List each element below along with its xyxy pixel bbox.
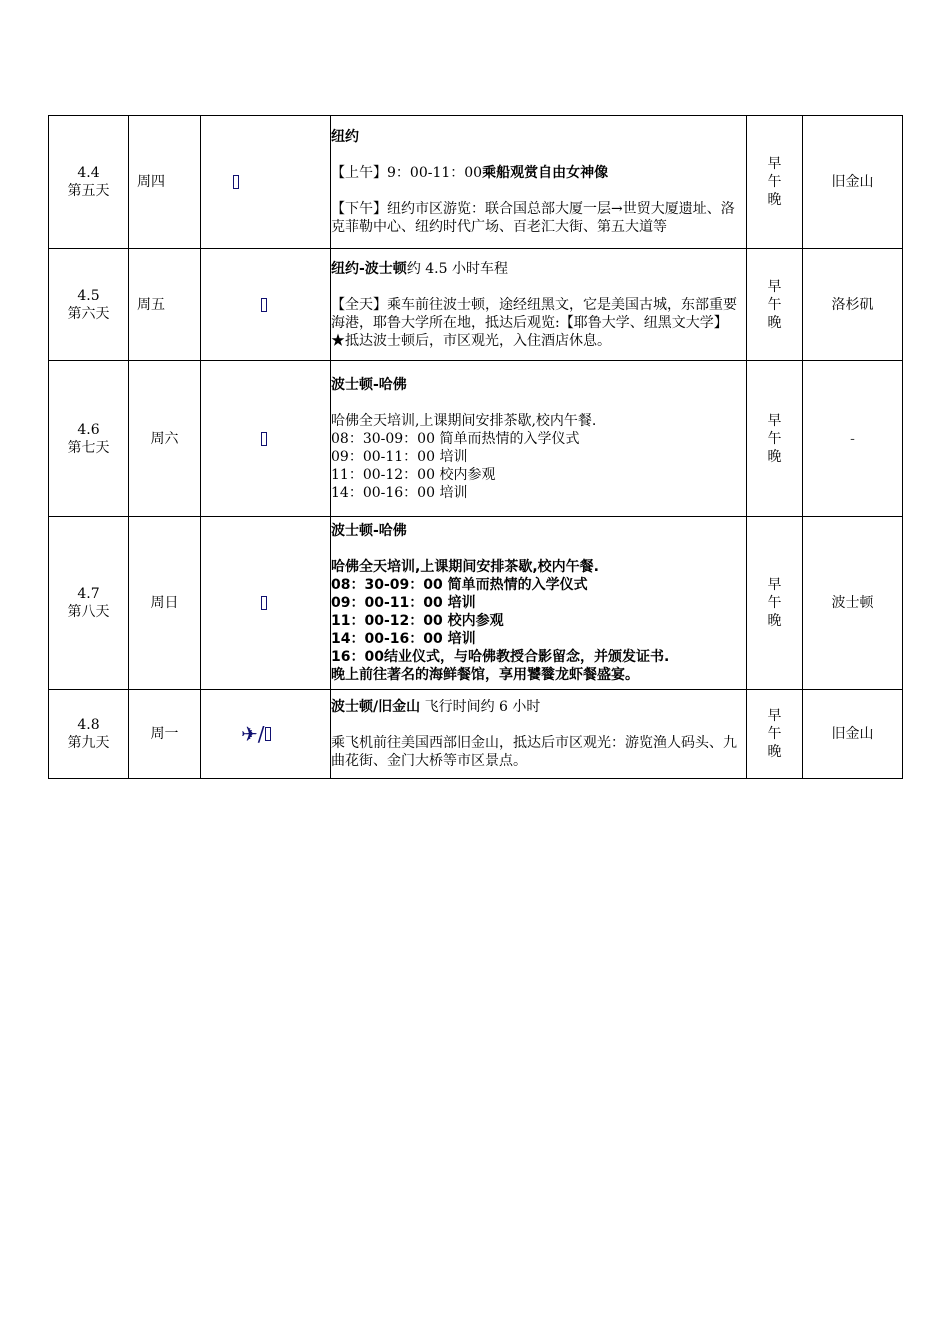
date: 4.8 (77, 717, 100, 733)
date-cell (49, 249, 129, 361)
schedule-item: 09：00-11：00 培训 (331, 448, 468, 465)
hotel-cell: - (803, 361, 903, 517)
day-number: 第六天 (67, 305, 110, 322)
transport-cell (201, 116, 331, 249)
route-title-line: 波士顿/旧金山 飞行时间约 6 小时 (331, 699, 541, 715)
itinerary-content (331, 249, 747, 361)
meal-breakfast: 早 (767, 412, 782, 429)
weekday-cell: 周四 (129, 116, 201, 249)
day-number: 第七天 (67, 439, 110, 456)
schedule-item: 14：00-16：00 培训 (331, 484, 468, 501)
dinner-note: 晚上前往著名的海鲜餐馆，享用饕餮龙虾餐盛宴。 (331, 667, 639, 683)
meal-lunch: 午 (767, 174, 782, 190)
meals-cell (747, 249, 803, 361)
weekday-cell: 周五 (129, 249, 201, 361)
date: 4.4 (77, 165, 100, 181)
date: 4.5 (77, 287, 100, 304)
route-title: 波士顿-哈佛 (331, 523, 407, 539)
flight-activity: 乘飞机前往美国西部旧金山，抵达后市区观光：游览渔人码头、九曲花街、金门大桥等市区景点。 (331, 735, 737, 769)
table-row (49, 690, 903, 779)
date-cell (49, 517, 129, 690)
meals-cell (747, 116, 803, 249)
meal-dinner: 晚 (767, 613, 782, 629)
itinerary-content (331, 116, 747, 249)
table-row (49, 116, 903, 249)
meal-breakfast: 早 (767, 708, 782, 724)
meal-dinner: 晚 (767, 744, 782, 760)
bus-icon (261, 298, 267, 312)
schedule-item: 09：00-11：00 培训 (331, 595, 476, 611)
hotel-cell: 波士顿 (803, 517, 903, 690)
schedule-item: 08：30-09：00 简单而热情的入学仪式 (331, 577, 588, 593)
itinerary-content (331, 690, 747, 779)
date-cell (49, 690, 129, 779)
meal-dinner: 晚 (767, 192, 782, 208)
itinerary-content (331, 361, 747, 517)
meal-lunch: 午 (767, 726, 782, 742)
hotel-cell: 洛杉矶 (803, 249, 903, 361)
table-row (49, 249, 903, 361)
route-title: 波士顿-哈佛 (331, 376, 407, 393)
date-cell (49, 116, 129, 249)
hotel-cell: 旧金山 (803, 116, 903, 249)
date: 4.6 (77, 421, 100, 438)
meal-lunch: 午 (767, 595, 782, 611)
itinerary-content (331, 517, 747, 690)
training-summary: 哈佛全天培训,上课期间安排茶歇,校内午餐. (331, 412, 597, 429)
transport-cell (201, 249, 331, 361)
transport-cell (201, 361, 331, 517)
meal-dinner: 晚 (767, 314, 782, 331)
meals-cell (747, 361, 803, 517)
schedule-item: 08：30-09：00 简单而热情的入学仪式 (331, 430, 580, 447)
day-number: 第九天 (67, 735, 110, 751)
graduation-ceremony: 16：00结业仪式，与哈佛教授合影留念，并颁发证书. (331, 649, 670, 665)
bus-icon (261, 596, 267, 610)
meal-breakfast: 早 (767, 278, 782, 295)
meal-breakfast: 早 (767, 156, 782, 172)
date: 4.7 (77, 586, 100, 602)
meals-cell (747, 690, 803, 779)
hotel-cell: 旧金山 (803, 690, 903, 779)
bus-icon (233, 175, 239, 189)
table-row (49, 361, 903, 517)
bus-icon (261, 432, 267, 446)
transport-separator: / (257, 722, 265, 746)
itinerary-table (48, 115, 903, 779)
bus-icon (265, 727, 271, 741)
meal-breakfast: 早 (767, 577, 782, 593)
meal-lunch: 午 (767, 296, 782, 313)
morning-activity: 【上午】9：00-11：00乘船观赏自由女神像 (331, 165, 609, 181)
transport-cell (201, 690, 331, 779)
date-cell (49, 361, 129, 517)
weekday-cell: 周六 (129, 361, 201, 517)
afternoon-activity: 【下午】纽约市区游览：联合国总部大厦一层→世贸大厦遗址、洛克菲勒中心、纽约时代广场、百老汇大街、第五大道等 (331, 201, 735, 235)
route-title-line: 纽约-波士顿约 4.5 小时车程 (331, 260, 508, 277)
weekday-cell: 周日 (129, 517, 201, 690)
schedule-item: 11：00-12：00 校内参观 (331, 613, 504, 629)
meal-dinner: 晚 (767, 448, 782, 465)
fullday-activity: 【全天】乘车前往波士顿，途经纽黑文，它是美国古城，东部重要海港，耶鲁大学所在地，抵达后观览:【耶鲁大学、纽黑文大学】 (331, 296, 737, 331)
plane-icon: ✈ (241, 722, 258, 746)
schedule-item: 11：00-12：00 校内参观 (331, 466, 496, 483)
table-row (49, 517, 903, 690)
arrival-note: ★抵达波士顿后，市区观光，入住酒店休息。 (331, 332, 611, 349)
weekday-cell: 周一 (129, 690, 201, 779)
training-summary: 哈佛全天培训,上课期间安排茶歇,校内午餐. (331, 559, 599, 575)
meals-cell (747, 517, 803, 690)
day-number: 第八天 (67, 604, 110, 620)
day-number: 第五天 (67, 183, 110, 199)
schedule-item: 14：00-16：00 培训 (331, 631, 476, 647)
meal-lunch: 午 (767, 430, 782, 447)
route-title: 纽约 (331, 129, 359, 145)
transport-cell (201, 517, 331, 690)
